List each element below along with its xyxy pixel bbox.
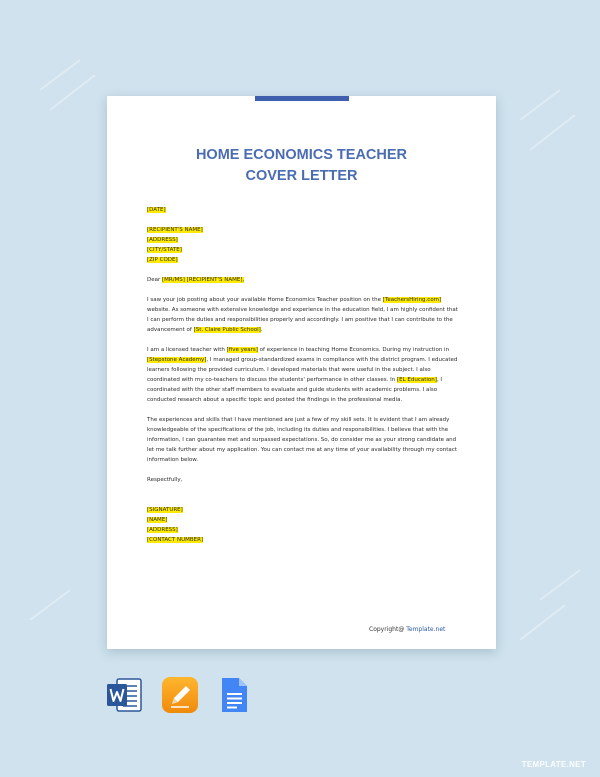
p1-text-3: .	[260, 327, 263, 333]
closing: Respectfully,	[147, 477, 183, 483]
template-net-watermark: TEMPLATE.NET	[521, 760, 586, 769]
signature-field[interactable]: [SIGNATURE]	[147, 507, 183, 513]
job-site-field[interactable]: [TeachersHiring.com]	[382, 297, 442, 303]
p2-text-1: I am a licensed teacher with	[147, 347, 227, 353]
copyright-prefix: Copyright@	[369, 626, 407, 633]
salutation-field[interactable]: [MR/MS] [RECIPIENT'S NAME],	[162, 277, 245, 283]
pages-icon[interactable]	[161, 676, 199, 714]
paragraph-1	[147, 295, 459, 335]
copyright-notice	[369, 626, 445, 633]
date-field[interactable]: [DATE]	[147, 207, 166, 213]
other-school-field[interactable]: [EL Education]	[396, 377, 437, 383]
school-field[interactable]: [St. Claire Public School]	[193, 327, 261, 333]
experience-years-field[interactable]: [five years]	[226, 347, 258, 353]
p2-text-2: of experience in teaching Home Economics. During my instruction in	[257, 347, 450, 353]
contact-number-field[interactable]: [CONTACT NUMBER]	[147, 537, 204, 543]
sender-address-field[interactable]: [ADDRESS]	[147, 527, 178, 533]
google-docs-icon[interactable]	[215, 676, 253, 714]
paragraph-3: The experiences and skills that I have mentioned are just a few of my skill sets. It is evident that I am already knowledgeable of the specifications of the job, including its duties and responsibilities. I believe that with the information, I can guarantee met and surpassed expectations. So, do consider me as your strong candidate and let me talk further about my application. You can contact me at any time of your availability through my contact information below.	[147, 417, 457, 463]
previous-school-field[interactable]: [Stepstone Academy]	[147, 357, 207, 363]
recipient-zip-field[interactable]: [ZIP CODE]	[147, 257, 178, 263]
p2-text-3: , I managed group-standardized exams in compliance with the district program. I educated learners following the provided curriculum. I developed materials that were useful in the subject. I also coordinated with my co-teachers to discuss the students' performance in other classes. In	[147, 357, 458, 383]
title-line-1: HOME ECONOMICS TEACHER	[195, 147, 408, 163]
word-icon[interactable]	[105, 676, 143, 714]
salutation	[147, 275, 459, 285]
page-top-tab	[255, 96, 349, 101]
salutation-prefix: Dear	[147, 277, 162, 283]
recipient-city-state-field[interactable]: [CITY/STATE]	[147, 247, 182, 253]
copyright-brand[interactable]: Template.net	[406, 626, 446, 633]
paragraph-2	[147, 345, 459, 405]
recipient-name-field[interactable]: [RECIPIENT'S NAME]	[147, 227, 203, 233]
p1-text-2: website. As someone with extensive knowledge and experience in the education field, I am highly confident that I can perform the duties and responsibilities properly and accordingly. I am positive that I can contribute to the advancement of	[147, 307, 458, 333]
page-title	[107, 145, 496, 187]
letter-body	[147, 205, 459, 545]
title-line-2: COVER LETTER	[245, 168, 358, 184]
document-page	[107, 96, 496, 649]
p2-text-4: , I coordinated with the other staff members to evaluate and guide students with academic problems. I also conducted research about a specific topic and posted the findings in the professional media.	[147, 377, 443, 403]
p1-text-1: I saw your job posting about your available Home Economics Teacher position on the	[147, 297, 383, 303]
name-field[interactable]: [NAME]	[147, 517, 168, 523]
recipient-address-field[interactable]: [ADDRESS]	[147, 237, 178, 243]
